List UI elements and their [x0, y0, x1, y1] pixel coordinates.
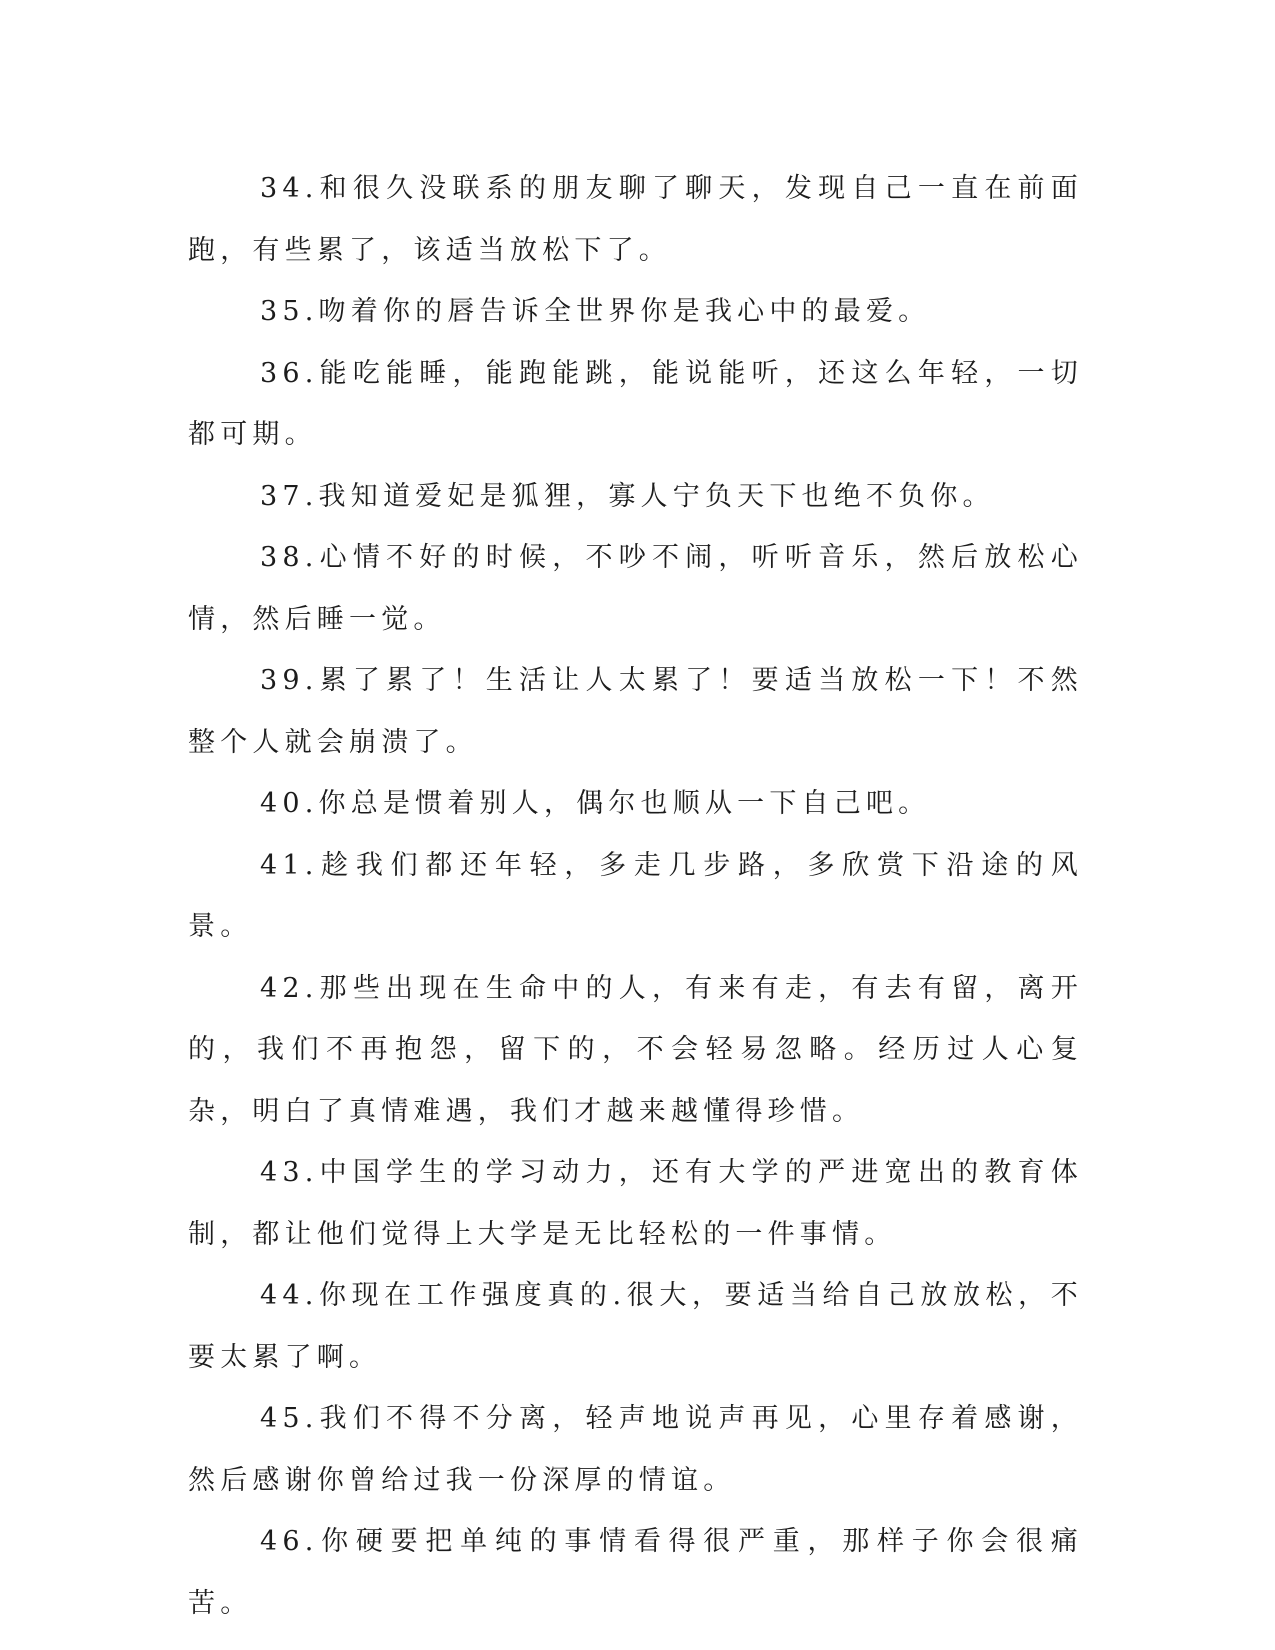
paragraph-40: 40.你总是惯着别人，偶尔也顺从一下自己吧。	[260, 788, 931, 819]
paragraph-39: 39.累了累了！生活让人太累了！要适当放松一下！不然整个人就会崩溃了。	[188, 665, 1083, 758]
paragraph-38: 38.心情不好的时候，不吵不闹，听听音乐，然后放松心情，然后睡一觉。	[188, 542, 1083, 635]
paragraph-46: 46.你硬要把单纯的事情看得很严重，那样子你会很痛苦。	[188, 1526, 1083, 1619]
paragraph-44: 44.你现在工作强度真的.很大，要适当给自己放放松，不要太累了啊。	[188, 1280, 1083, 1373]
paragraph-34: 34.和很久没联系的朋友聊了聊天，发现自己一直在前面跑，有些累了，该适当放松下了。	[188, 173, 1083, 266]
document-body	[188, 158, 1083, 1634]
paragraph-37: 37.我知道爱妃是狐狸，寡人宁负天下也绝不负你。	[260, 480, 995, 512]
paragraph-35: 35.吻着你的唇告诉全世界你是我心中的最爱。	[260, 296, 931, 327]
paragraph-45: 45.我们不得不分离，轻声地说声再见，心里存着感谢，然后感谢你曾给过我一份深厚的情谊。	[188, 1403, 1083, 1496]
paragraph-43: 43.中国学生的学习动力，还有大学的严进宽出的教育体制，都让他们觉得上大学是无比轻松的一件事情。	[188, 1157, 1083, 1250]
paragraph-41: 41.趁我们都还年轻，多走几步路，多欣赏下沿途的风景。	[188, 849, 1083, 942]
paragraph-36: 36.能吃能睡，能跑能跳，能说能听，还这么年轻，一切都可期。	[188, 357, 1083, 450]
paragraph-42: 42.那些出现在生命中的人，有来有走，有去有留，离开的，我们不再抱怨，留下的，不会轻易忽略。经历过人心复杂，明白了真情难遇，我们才越来越懂得珍惜。	[188, 972, 1083, 1127]
